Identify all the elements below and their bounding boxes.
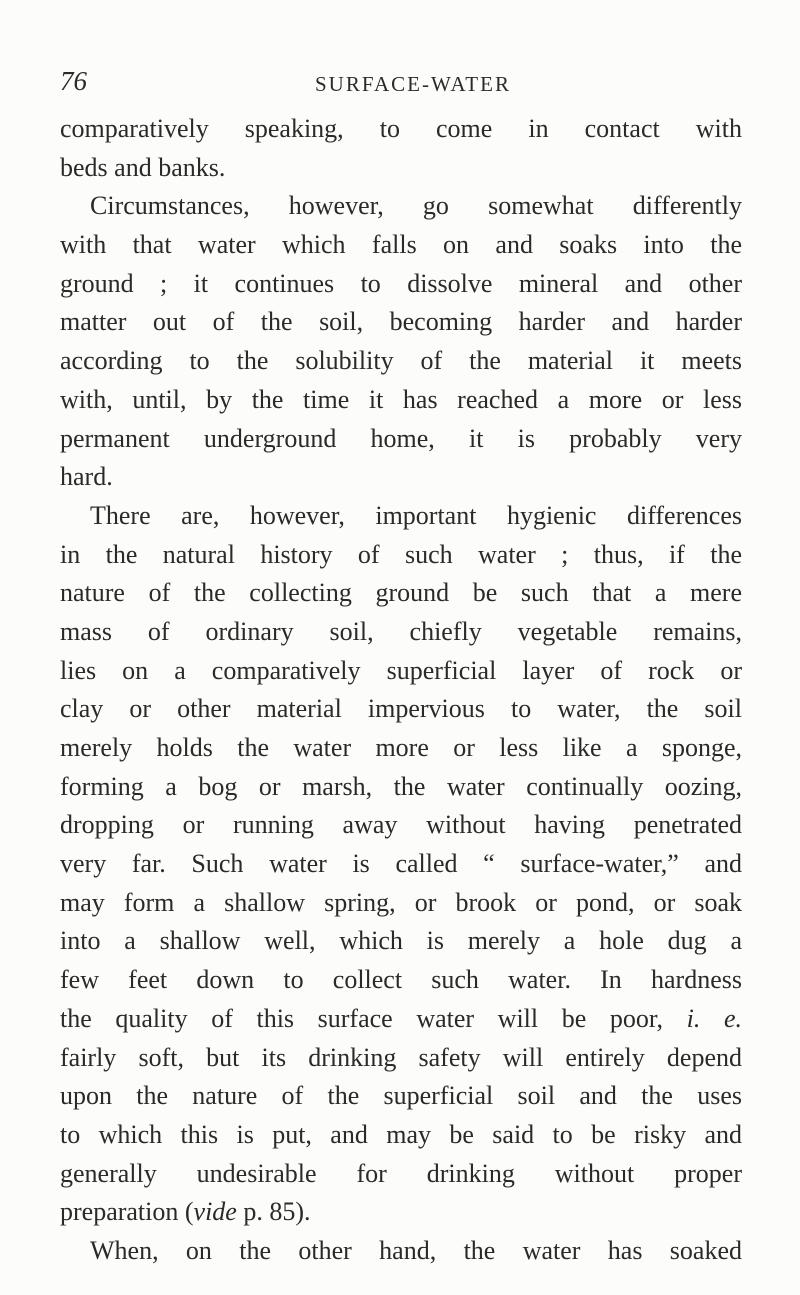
text-line: forming a bog or marsh, the water continually oozing, [60,771,742,801]
text-line: permanent underground home, it is probably very [60,423,742,453]
text-line-with-italic [60,1000,742,1039]
text-line: mass of ordinary soil, chiefly vegetable remains, [60,616,742,646]
text-line: Circumstances, however, go somewhat differently [90,191,742,221]
text-line: into a shallow well, which is merely a hole dug a [60,926,742,956]
text-line: in the natural history of such water ; thus, if the [60,539,742,569]
italic-vide: vide [193,1197,237,1227]
text-line: lies on a comparatively superficial layer of rock or [60,655,742,685]
text-line: according to the solubility of the material it meets [60,346,742,376]
text-segment: the quality of this surface water will be poor, [60,1003,663,1033]
running-head: SURFACE-WATER [315,72,511,96]
text-line: may form a shallow spring, or brook or pond, or soak [60,887,742,917]
text-line: hard. [60,462,113,492]
text-line: few feet down to collect such water. In hardness [60,965,742,995]
text-line: When, on the other hand, the water has soaked [90,1235,742,1265]
body-text [60,110,742,1271]
text-line: with, until, by the time it has reached a more or less [60,384,742,414]
page-reference: p. 85). [236,1197,311,1227]
text-segment: preparation ( [60,1197,194,1227]
text-line: nature of the collecting ground be such that a mere [60,578,742,608]
text-line: merely holds the water more or less like a sponge, [60,733,742,762]
text-line: very far. Such water is called “ surface-water,” and [60,849,742,879]
text-line-with-italic [60,1193,742,1232]
italic-abbreviation: i. e. [686,1003,743,1033]
text-line: upon the nature of the superficial soil and the uses [60,1081,742,1111]
text-line: fairly soft, but its drinking safety will entirely depend [60,1042,742,1072]
text-line: ground ; it continues to dissolve mineral and other [60,268,742,298]
text-line: to which this is put, and may be said to be risky and [60,1119,742,1149]
page-header [60,66,740,106]
page-number: 76 [60,66,87,96]
text-line: matter out of the soil, becoming harder and harder [60,307,742,337]
text-line: comparatively speaking, to come in contact with [60,114,742,143]
text-line: generally undesirable for drinking without proper [60,1158,742,1188]
text-line: clay or other material impervious to water, the soil [60,694,742,724]
text-line: There are, however, important hygienic differences [90,500,742,530]
text-line: with that water which falls on and soaks into the [60,230,742,260]
text-line: beds and banks. [60,152,226,182]
text-line: dropping or running away without having penetrated [60,810,742,840]
